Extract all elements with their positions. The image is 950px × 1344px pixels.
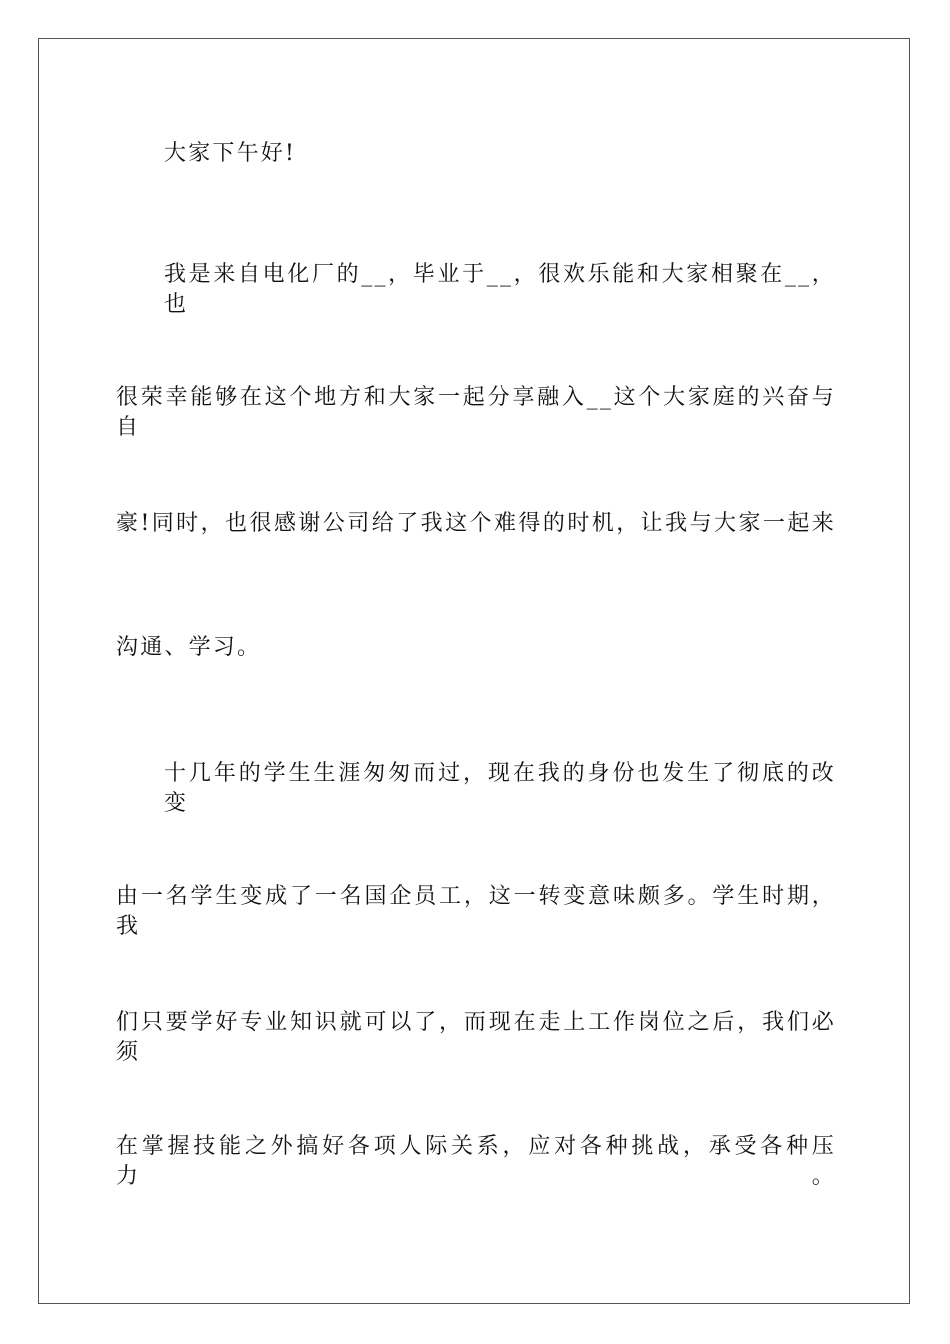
paragraph-2-line-3: 们只要学好专业知识就可以了，而现在走上工作岗位之后，我们必须 (116, 1010, 836, 1065)
page-border (38, 38, 910, 1304)
paragraph-2-line-4: 在掌握技能之外搞好各项人际关系，应对各种挑战，承受各种压力。 (116, 1134, 836, 1189)
paragraph-2-line-2: 由一名学生变成了一名国企员工，这一转变意味颇多。学生时期，我 (116, 884, 836, 939)
paragraph-2-line-1: 十几年的学生生涯匆匆而过，现在我的身份也发生了彻底的改变 (164, 761, 836, 816)
paragraph-1-line-4: 沟通、学习。 (116, 635, 262, 660)
paragraph-1-line-2: 很荣幸能够在这个地方和大家一起分享融入__这个大家庭的兴奋与自 (116, 385, 836, 440)
paragraph-1-line-1: 我是来自电化厂的__，毕业于__，很欢乐能和大家相聚在__，也 (164, 262, 836, 317)
paragraph-1-line-3: 豪!同时，也很感谢公司给了我这个难得的时机，让我与大家一起来 (116, 511, 836, 536)
greeting-line: 大家下午好! (164, 141, 297, 166)
